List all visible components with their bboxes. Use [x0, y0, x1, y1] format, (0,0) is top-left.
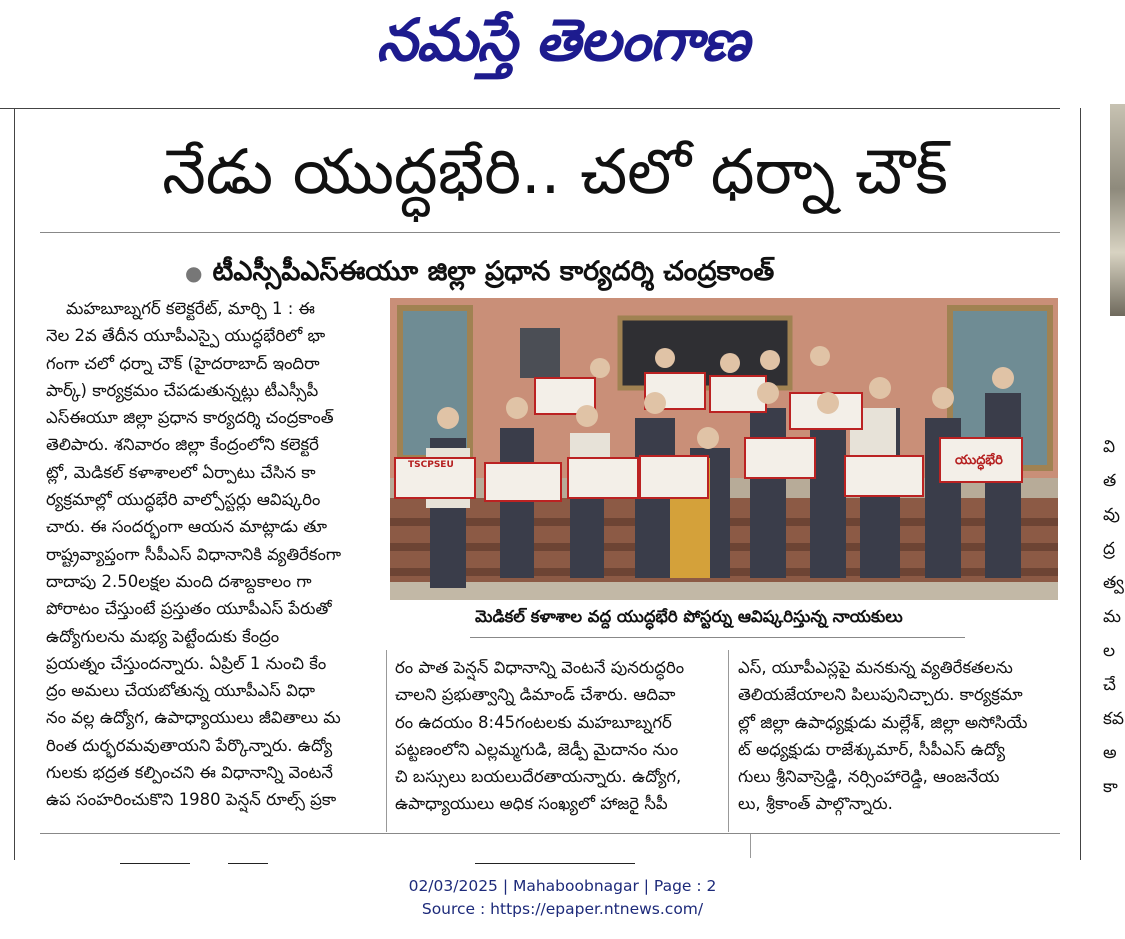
top-rule — [0, 108, 1060, 109]
adjacent-page-photo — [1110, 104, 1125, 316]
column-line: తెలిపారు. శనివారం జిల్లా కేంద్రంలోని కలెక్టరే — [46, 435, 319, 455]
bottom-rule — [40, 833, 1060, 834]
article-column-1 — [46, 295, 380, 814]
fragment-char: వి — [1103, 437, 1116, 457]
column-line: ఉప సంహరించుకొని 1980 పెన్షన్ రూల్స్ ప్రకా — [46, 790, 337, 810]
fragment-char: ద్ర — [1103, 539, 1116, 559]
left-vertical-rule — [14, 108, 15, 860]
headline-underline — [40, 232, 1060, 233]
fragment-char: కా — [1103, 777, 1118, 797]
column-line: మహబూబ్నగర్ కలెక్టరేట్, మార్చి 1 : ఈ — [66, 299, 315, 318]
column-line: గంగా చలో ధర్నా చౌక్ (హైదరాబాద్ ఇందిరా — [46, 353, 320, 373]
column-line: రం పాత పెన్షన్ విధానాన్ని వెంటనే పునరుద్ధరిం — [395, 658, 685, 677]
column-line: ట్లో, మెడికల్ కళాశాలలో ఏర్పాటు చేసిన కా — [46, 462, 316, 482]
masthead — [0, 0, 1125, 100]
column-line: ప్రయత్నం చేస్తుందన్నారు. ఏప్రిల్ 1 నుంచి కేం — [46, 653, 327, 673]
footer-date-line: 02/03/2025 | Mahaboobnagar | Page : 2 — [408, 877, 717, 895]
column-line: ఎస్ఈయూ జిల్లా ప్రధాన కార్యదర్శి చంద్రకాంత్ — [46, 408, 334, 428]
fragment-char: త్వ — [1103, 573, 1124, 593]
news-photo — [390, 298, 1058, 600]
fragment-char: అ — [1103, 743, 1117, 763]
masthead-logo: నమస్తే తెలంగాణ — [376, 6, 749, 74]
column-line: ఎస్, యూపీఎస్లపై మనకున్న వ్యతిరేకతలను — [738, 658, 1013, 677]
fragment-char: చే — [1103, 675, 1116, 695]
column-line: చి బస్సులు బయలుదేరతాయన్నారు. ఉద్యోగ, — [395, 767, 682, 787]
column-line: ఉపాధ్యాయులు అధిక సంఖ్యలో హాజరై సీపీ — [395, 794, 668, 814]
column-line: దాదాపు 2.50లక్షల మంది దశాబ్దకాలం గా — [46, 571, 312, 591]
headline: నేడు యుద్ధభేరి.. చలో ధర్నా చౌక్ — [162, 135, 948, 208]
fragment-char: త — [1103, 471, 1117, 491]
column-line: లు, శ్రీకాంత్ పాల్గొన్నారు. — [738, 794, 893, 814]
column-line: నెల 2వ తేదీన యూపీఎస్పై యుద్ధభేరిలో భా — [46, 326, 326, 346]
column-line: పట్టణంలోని ఎల్లమ్మగుడి, జెడ్పీ మైదానం నుం — [395, 739, 679, 759]
subheadline-text: టీఎస్సీపీఎస్ఈయూ జిల్లా ప్రధాన కార్యదర్శి చంద్రకాంత్ — [212, 256, 775, 287]
column-line: ర్యక్రమాల్లో యుద్ధభేరి వాల్పోస్టర్లు ఆవిష్కరిం — [46, 490, 321, 510]
footer-source-line[interactable]: Source : https://epaper.ntnews.com/ — [421, 900, 704, 918]
fragment-char: వు — [1103, 505, 1120, 525]
column-line: ల్లో జిల్లా ఉపాధ్యక్షుడు మల్లేశ్, జిల్లా అసోసియే — [738, 712, 1028, 732]
column-line: నం వల్ల ఉద్యోగ, ఉపాధ్యాయులు జీవితాలు మ — [46, 708, 341, 728]
column-divider-1 — [386, 650, 387, 832]
bullet-icon: ● — [185, 261, 203, 285]
fragment-char: కవ — [1103, 709, 1124, 729]
column-line: గులకు భద్రత కల్పించని ఈ విధానాన్ని వెంటనే — [46, 763, 333, 783]
column-line: గులు శ్రీనివాస్రెడ్డి, నర్సింహారెడ్డి, ఆంజనేయ — [738, 767, 1000, 787]
column-line: ట్ అధ్యక్షుడు రాజేశ్కుమార్, సీపీఎస్ ఉద్యో — [738, 739, 1006, 759]
column-line: ద్రం అమలు చేయబోతున్న యూపీఎస్ విధా — [46, 681, 316, 701]
column-line: తెలియజేయాలని పిలుపునిచ్చారు. కార్యక్రమా — [738, 685, 1023, 705]
article-column-3 — [738, 654, 1060, 818]
caption-underline — [470, 637, 965, 638]
fragment-char: ల — [1103, 641, 1116, 661]
subheadline — [185, 256, 965, 294]
column-line: పార్క్) కార్యక్రమం చేపడుతున్నట్లు టీఎస్సీపీ — [46, 380, 319, 400]
column-line: చారు. ఈ సందర్భంగా ఆయన మాట్లాడు తూ — [46, 517, 328, 537]
column-line: రాష్ట్రవ్యాప్తంగా సీపీఎస్ విధానానికి వ్యతిరేకంగా — [46, 544, 342, 564]
photo-illustration — [390, 298, 1058, 600]
column-line: చాలని ప్రభుత్వాన్ని డిమాండ్ చేశారు. ఆదివా — [395, 685, 676, 705]
article-column-2 — [395, 654, 717, 818]
photo-caption: మెడికల్ కళాశాల వద్ద యుద్ధభేరి పోస్టర్ను ఆవిష్కరిస్తున్న నాయకులు — [475, 607, 903, 626]
poster-label: TSCPSEU — [408, 460, 454, 470]
adjacent-column-fragment — [1103, 430, 1125, 804]
column-line: రం ఉదయం 8:45గంటలకు మహబూబ్నగర్ — [395, 712, 672, 732]
column-line: ఉద్యోగులను మభ్య పెట్టేందుకు కేంద్రం — [46, 626, 280, 646]
right-vertical-rule — [1080, 108, 1081, 860]
next-article-cutoff — [120, 848, 720, 864]
column-line: రింత దుర్భరమవుతాయని పేర్కొన్నారు. ఉద్యో — [46, 735, 333, 755]
poster-title: యుద్ధభేరి — [955, 453, 1003, 468]
fragment-char: మ — [1103, 607, 1121, 627]
column-divider-2 — [728, 650, 729, 832]
column-line: పోరాటం చేస్తుంటే ప్రస్తుతం యూపీఎస్ పేరుతో — [46, 599, 332, 619]
bottom-divider — [750, 834, 751, 858]
